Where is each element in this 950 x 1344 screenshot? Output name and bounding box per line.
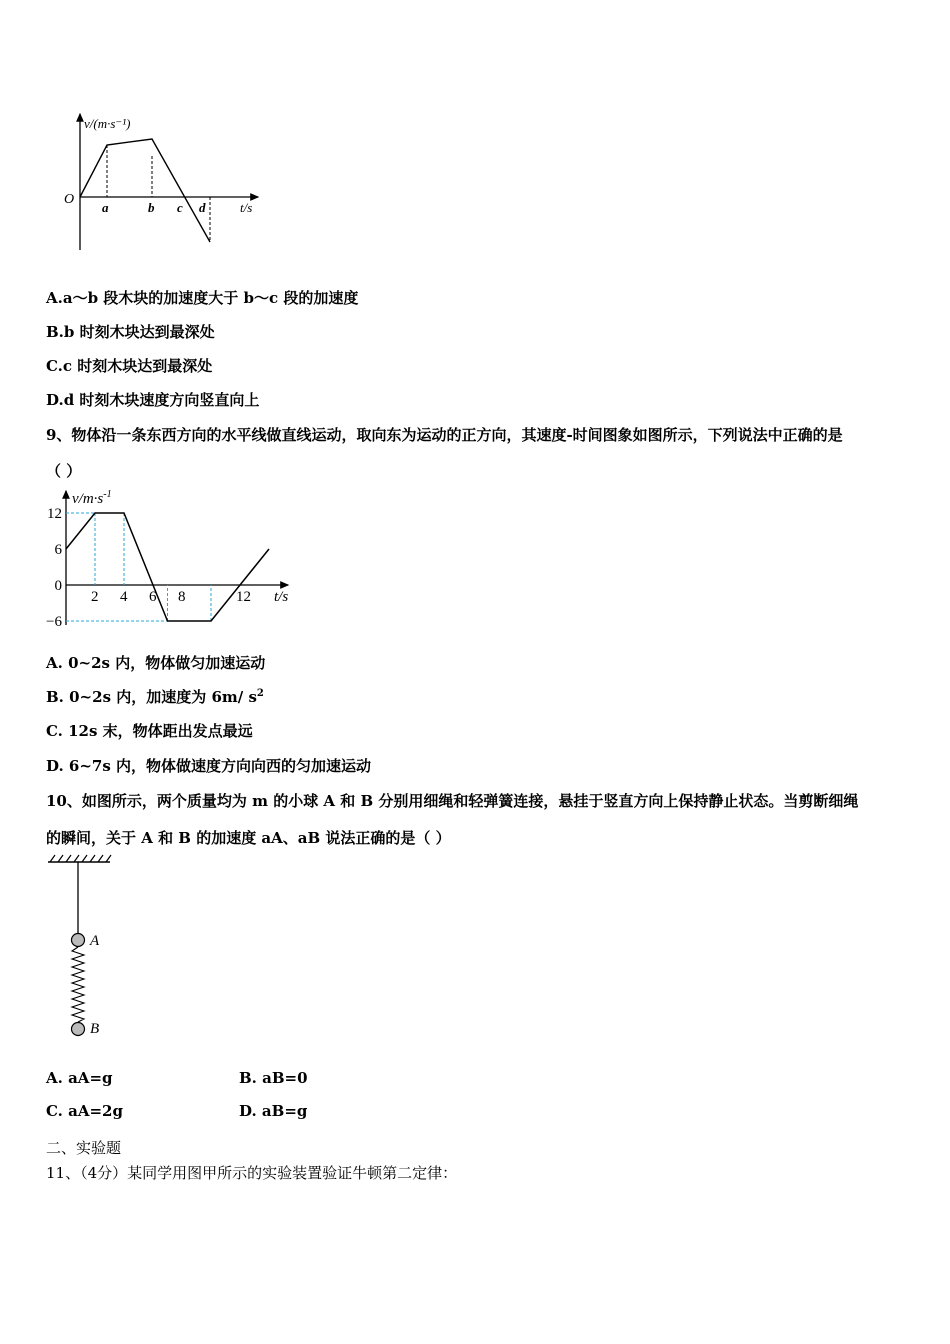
chart-y-tick-label: 6	[54, 542, 62, 558]
velocity-time-chart	[38, 485, 298, 630]
spring	[72, 947, 84, 1022]
q10-stem-line2: 的瞬间，关于 A 和 B 的加速度 aA、aB 说法正确的是（ ）	[46, 829, 451, 847]
chart-x-tick-label: 8	[178, 589, 186, 605]
q8-option-c: C.c 时刻木块达到最深处	[46, 357, 213, 375]
ball-a-label: A	[90, 933, 100, 949]
fig1-origin: O	[64, 192, 75, 207]
chart-x-tick-label: 4	[120, 589, 128, 605]
ball-a	[72, 934, 85, 947]
chart-x-tick-label: 6	[149, 589, 157, 605]
ball-b	[72, 1023, 85, 1036]
velocity-time-figure-block	[58, 108, 273, 258]
ceiling-hatching	[50, 855, 111, 862]
ball-b-label: B	[90, 1021, 100, 1037]
q9-stem-line2: （ ）	[46, 462, 82, 480]
fig1-tick-a: a	[102, 200, 109, 215]
fig1-tick-d: d	[199, 200, 206, 215]
q11-stem: 11、（4分）某同学用图甲所示的实验装置验证牛顿第二定律：	[46, 1164, 458, 1182]
fig1-y-label: v/(m·s⁻¹)	[84, 116, 131, 131]
fig1-tick-c: c	[177, 200, 183, 215]
chart-y-tick-label: 0	[54, 578, 62, 594]
chart-x-label: t/s	[274, 589, 289, 605]
spring-ball-figure	[44, 852, 134, 1042]
q9-option-c: C. 12s 末，物体距出发点最远	[46, 722, 253, 740]
chart-x-tick-label: 2	[91, 589, 99, 605]
q10-option-b: B. aB=0	[239, 1069, 308, 1087]
q10-option-d: D. aB=g	[239, 1102, 308, 1120]
q9-stem-line1: 9、物体沿一条东西方向的水平线做直线运动，取向东为运动的正方向，其速度-时间图象如图所示，下列说法中正确的是	[46, 426, 843, 444]
q8-option-a: A.a～b 段木块的加速度大于 b～c 段的加速度	[46, 289, 359, 307]
chart-x-tick-label: 12	[236, 589, 251, 605]
fig1-x-label: t/s	[240, 200, 253, 215]
q9-option-b: B. 0~2s 内，加速度为 6m/ $s^2$	[46, 688, 264, 706]
q8-option-b: B.b 时刻木块达到最深处	[46, 323, 215, 341]
q10-option-a: A. aA=g	[46, 1069, 113, 1087]
fig1-tick-b: b	[148, 200, 155, 215]
velocity-curve	[80, 139, 210, 242]
q10-option-c: C. aA=2g	[46, 1102, 123, 1120]
chart-y-tick-label: 12	[47, 506, 62, 522]
q8-option-d: D.d 时刻木块速度方向竖直向上	[46, 391, 260, 409]
q9-option-d: D. 6~7s 内，物体做速度方向向西的匀加速运动	[46, 757, 372, 775]
q9-option-a: A. 0~2s 内，物体做匀加速运动	[46, 654, 266, 672]
q10-stem-line1: 10、如图所示，两个质量均为 m 的小球 A 和 B 分别用细绳和轻弹簧连接，悬挂于竖直方向上保持静止状态。当剪断细绳	[46, 792, 859, 810]
chart-y-label: $v/m\cdot s^{-1}$	[72, 489, 112, 507]
section-heading: 二、实验题	[46, 1139, 122, 1157]
chart-y-tick-label: −6	[46, 614, 62, 630]
